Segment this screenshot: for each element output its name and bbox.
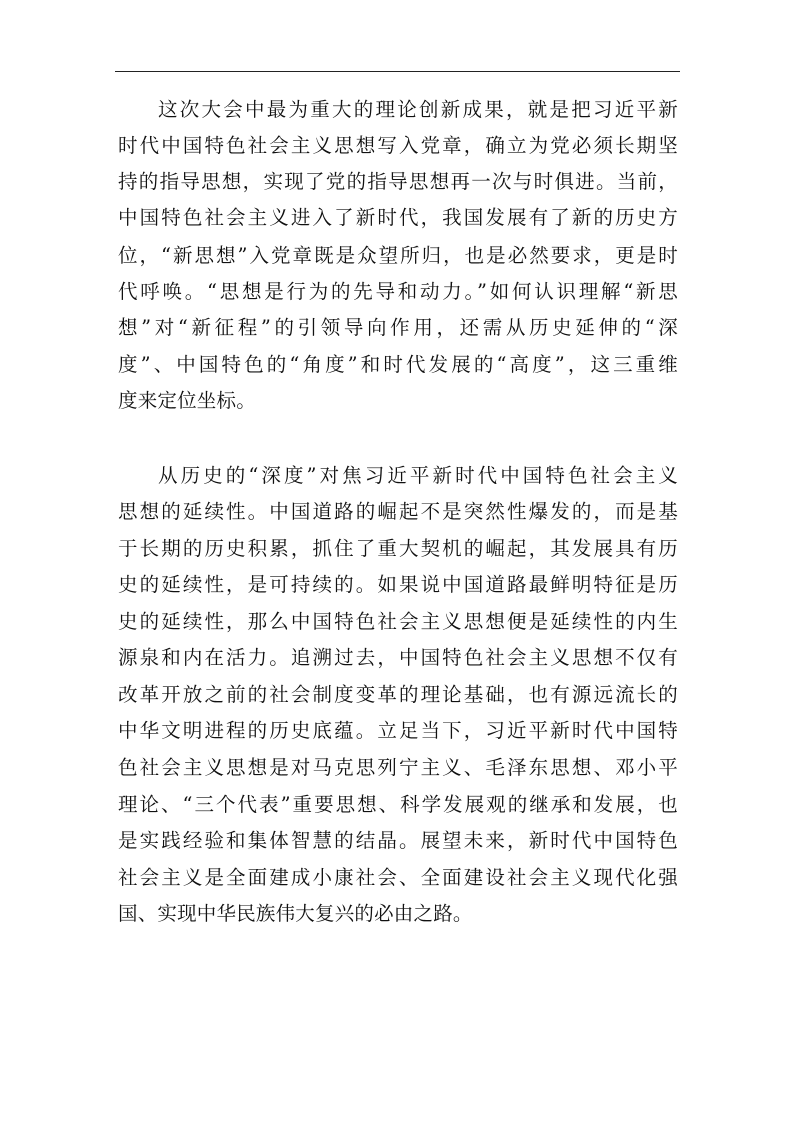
paragraph-2-line-13: 国、实现中华民族伟大复兴的必由之路。 — [118, 902, 473, 925]
paragraph-2-line-4: 史的延续性，是可持续的。如果说中国道路最鲜明特征是历 — [118, 573, 678, 596]
paragraph-2-line-11: 是实践经验和集体智慧的结晶。展望未来，新时代中国特色 — [118, 829, 678, 852]
paragraph-1-line-3: 持的指导思想，实现了党的指导思想再一次与时俱进。当前， — [118, 170, 678, 193]
paragraph-1-line-2: 时代中国特色社会主义思想写入党章，确立为党必须长期坚 — [118, 134, 678, 157]
paragraph-1-line-7: 想”对“新征程”的引领导向作用，还需从历史延伸的“深 — [118, 316, 678, 339]
paragraph-2-line-2: 思想的延续性。中国道路的崛起不是突然性爆发的，而是基 — [118, 500, 678, 523]
paragraph-1-line-1: 这次大会中最为重大的理论创新成果，就是把习近平新 — [158, 98, 678, 121]
paragraph-2-line-9: 色社会主义思想是对马克思列宁主义、毛泽东思想、邓小平 — [118, 756, 678, 779]
paragraph-2-line-12: 社会主义是全面建成小康社会、全面建设社会主义现代化强 — [118, 866, 678, 889]
paragraph-2-line-10: 理论、“三个代表”重要思想、科学发展观的继承和发展，也 — [118, 793, 678, 816]
paragraph-2-line-6: 源泉和内在活力。追溯过去，中国特色社会主义思想不仅有 — [118, 646, 678, 669]
paragraph-1-line-8: 度”、中国特色的“角度”和时代发展的“高度”，这三重维 — [118, 353, 678, 376]
paragraph-1-line-5: 位，“新思想”入党章既是众望所归，也是必然要求，更是时 — [118, 244, 678, 267]
paragraph-1-line-4: 中国特色社会主义进入了新时代，我国发展有了新的历史方 — [118, 206, 678, 229]
paragraph-1-line-9: 度来定位坐标。 — [118, 389, 256, 412]
paragraph-2-line-7: 改革开放之前的社会制度变革的理论基础，也有源远流长的 — [118, 683, 678, 706]
paragraph-1-line-6: 代呼唤。“思想是行为的先导和动力。”如何认识理解“新思 — [118, 280, 678, 303]
paragraph-2-line-8: 中华文明进程的历史底蕴。立足当下，习近平新时代中国特 — [118, 719, 678, 742]
paragraph-2-line-1: 从历史的“深度”对焦习近平新时代中国特色社会主义 — [158, 464, 678, 487]
paragraph-2-line-3: 于长期的历史积累，抓住了重大契机的崛起，其发展具有历 — [118, 537, 678, 560]
paragraph-2-line-5: 史的延续性，那么中国特色社会主义思想便是延续性的内生 — [118, 610, 678, 633]
